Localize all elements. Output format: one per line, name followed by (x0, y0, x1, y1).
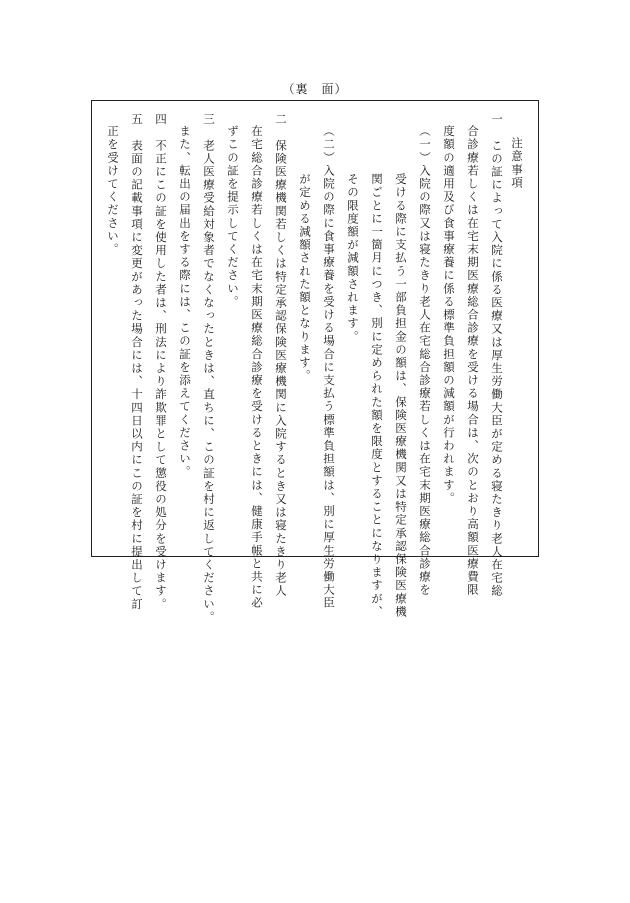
notice-line: 関ごとに一箇月につき、別に定められた額を限度とすることになりますが、 (370, 173, 384, 619)
notice-line: 三 老人医療受給対象者でなくなったときは、直ちに、この証を村に返してください。 (202, 113, 216, 624)
notice-line: 四 不正にこの証を使用した者は、刑法により詐欺罪として懲役の処分を受けます。 (154, 113, 168, 611)
notice-line: が定める減額された額となります。 (298, 173, 312, 383)
notice-title: 注意事項 (510, 137, 524, 190)
page-side-label: （裏 面） (282, 82, 348, 96)
notice-line: 度額の適用及び食事療養に係る標準負担額の減額が行われます。 (442, 125, 456, 505)
notice-line: 受ける際に支払う一部負担金の額は、保険医療機関又は特定承認保険医療機 (394, 173, 408, 619)
notice-line: 合診療若しくは在宅末期医療総合診療を受ける場合は、次のとおり高額医療費限 (466, 125, 480, 597)
notice-line: 在宅総合診療若しくは在宅末期医療総合診療を受けるときには、健康手帳と共に必 (250, 125, 264, 610)
notice-line: （二）入院の際に食事療養を受ける場合に支払う標準負担額は、別に厚生労働大臣 (322, 125, 336, 610)
notice-line: 一 この証によって入院に係る医療又は厚生労働大臣が定める寝たきり老人在宅総 (490, 113, 504, 598)
notice-box (91, 100, 539, 624)
notice-line: 二 保険医療機関若しくは特定承認保険医療機関に入院するとき又は寝たきり老人 (274, 113, 288, 598)
notice-line: ずこの証を提示してください。 (226, 125, 240, 309)
notice-line: 正を受けてください。 (106, 125, 120, 256)
notice-line: 五 表面の記載事項に変更があった場合には、十四日以内にこの証を村に提出して訂 (130, 113, 144, 611)
notice-line: また、転出の届出をする際には、この証を添えてください。 (178, 125, 192, 479)
notice-line: その限度額が減額されます。 (346, 173, 360, 344)
notice-line: （一）入院の際又は寝たきり老人在宅総合診療若しくは在宅末期医療総合診療を (418, 125, 432, 597)
